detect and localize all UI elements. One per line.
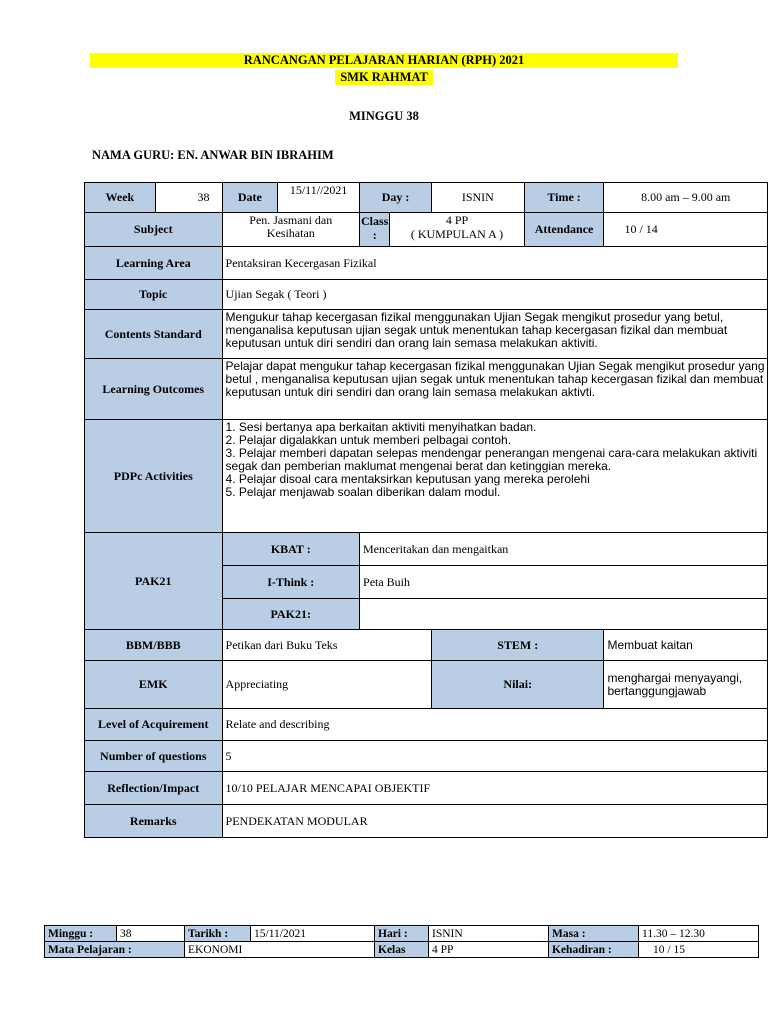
pak21-label: PAK21: [85, 533, 223, 630]
level-label: Level of Acquirement: [85, 709, 223, 741]
pdpc-item: 5. Pelajar menjawab soalan diberikan dalam modul.: [225, 485, 501, 499]
learning-area-label: Learning Area: [85, 247, 223, 280]
pdpc-item: 4. Pelajar disoal cara mentaksirkan keputusan yang mereka perolehi: [225, 472, 590, 486]
document-title: RANCANGAN PELAJARAN HARIAN (RPH) 2021: [243, 53, 525, 67]
class-value: [390, 213, 524, 247]
subject-label: Subject: [85, 213, 223, 247]
masa-label: Masa :: [549, 926, 639, 942]
pdpc-item: 2. Pelajar digalakkan untuk memberi pelbagai contoh.: [225, 433, 512, 447]
date-label: Date: [222, 183, 278, 213]
day-value: ISNIN: [432, 183, 525, 213]
bbm-value: Petikan dari Buku Teks: [222, 630, 432, 661]
attendance-value: 10 / 14: [604, 213, 768, 247]
class-value-line-1: 4 PP: [445, 213, 469, 227]
kelas-label: Kelas: [375, 942, 429, 958]
nilai-label: Nilai:: [432, 661, 604, 709]
kbat-label: KBAT :: [222, 533, 359, 566]
questions-label: Number of questions: [85, 741, 223, 772]
class-value-line-2: ( KUMPULAN A ): [410, 227, 504, 241]
remarks-value: PENDEKATAN MODULAR: [222, 805, 767, 838]
time-value: 8.00 am – 9.00 am: [604, 183, 768, 213]
hari-label: Hari :: [375, 926, 429, 942]
school-name: SMK RAHMAT: [340, 70, 428, 84]
week-heading: MINGGU 38: [349, 109, 419, 123]
emk-value: Appreciating: [222, 661, 432, 709]
class-label: Class :: [360, 213, 390, 247]
attendance-label: Attendance: [524, 213, 604, 247]
pdpc-activities-list: [222, 420, 767, 533]
kehadiran-value: 10 / 15: [639, 942, 759, 958]
week-label: Week: [85, 183, 156, 213]
day-label: Day :: [360, 183, 432, 213]
pak21-sub-label: PAK21:: [222, 599, 359, 630]
pdpc-activities-label: PDPc Activities: [85, 420, 223, 533]
emk-label: EMK: [85, 661, 223, 709]
minggu-value: 38: [117, 926, 185, 942]
questions-value: 5: [222, 741, 767, 772]
contents-standard-label: Contents Standard: [85, 310, 223, 359]
stem-value: Membuat kaitan: [604, 630, 768, 661]
next-lesson-table: [44, 925, 759, 958]
learning-outcomes-label: Learning Outcomes: [85, 359, 223, 420]
lesson-plan-table: [84, 182, 768, 838]
level-value: Relate and describing: [222, 709, 767, 741]
kehadiran-label: Kehadiran :: [549, 942, 639, 958]
topic-value: Ujian Segak ( Teori ): [222, 280, 767, 310]
subject-value: Pen. Jasmani dan Kesihatan: [222, 213, 359, 247]
pak21-sub-value: [360, 599, 768, 630]
kelas-value: 4 PP: [429, 942, 549, 958]
reflection-value: 10/10 PELAJAR MENCAPAI OBJEKTIF: [222, 772, 767, 805]
ithink-value: Peta Buih: [360, 566, 768, 599]
learning-area-value: Pentaksiran Kecergasan Fizikal: [222, 247, 767, 280]
bbm-label: BBM/BBB: [85, 630, 223, 661]
contents-standard-value: Mengukur tahap kecergasan fizikal menggunakan Ujian Segak mengikut prosedur yang betul, menganalisa keputusan ujian segak untuk menentukan tahap kecergasan fizikal dan membuat keputusan untuk diri sendiri dan orang lain semasa melakukan aktiviti.: [222, 310, 767, 359]
reflection-label: Reflection/Impact: [85, 772, 223, 805]
topic-label: Topic: [85, 280, 223, 310]
mata-pelajaran-value: EKONOMI: [185, 942, 375, 958]
kbat-value: Menceritakan dan mengaitkan: [360, 533, 768, 566]
hari-value: ISNIN: [429, 926, 549, 942]
mata-pelajaran-label: Mata Pelajaran :: [45, 942, 185, 958]
pdpc-item: 1. Sesi bertanya apa berkaitan aktiviti menyihatkan badan.: [225, 420, 537, 434]
minggu-label: Minggu :: [45, 926, 117, 942]
stem-label: STEM :: [432, 630, 604, 661]
pdpc-item: 3. Pelajar memberi dapatan selepas mendengar penerangan mengenai cara-cara melakukan aktiviti segak dan pemberian maklumat mengenai berat dan ketinggian mereka.: [225, 446, 758, 473]
remarks-label: Remarks: [85, 805, 223, 838]
time-label: Time :: [524, 183, 604, 213]
tarikh-label: Tarikh :: [185, 926, 251, 942]
masa-value: 11.30 – 12.30: [639, 926, 759, 942]
nilai-value: menghargai menyayangi, bertanggungjawab: [604, 661, 768, 709]
date-value: 15/11//2021: [278, 183, 360, 213]
tarikh-value: 15/11/2021: [251, 926, 375, 942]
learning-outcomes-value: Pelajar dapat mengukur tahap kecergasan fizikal menggunakan Ujian Segak mengikut prosedur yang betul , menganalisa keputusan ujian segak untuk menentukan tahap kecergasan fizikal dan membuat keputusan untuk diri sendiri dan orang lain semasa melakukan aktivti.: [222, 359, 767, 420]
week-value: 38: [155, 183, 222, 213]
teacher-name: NAMA GURU: EN. ANWAR BIN IBRAHIM: [92, 148, 334, 162]
ithink-label: I-Think :: [222, 566, 359, 599]
